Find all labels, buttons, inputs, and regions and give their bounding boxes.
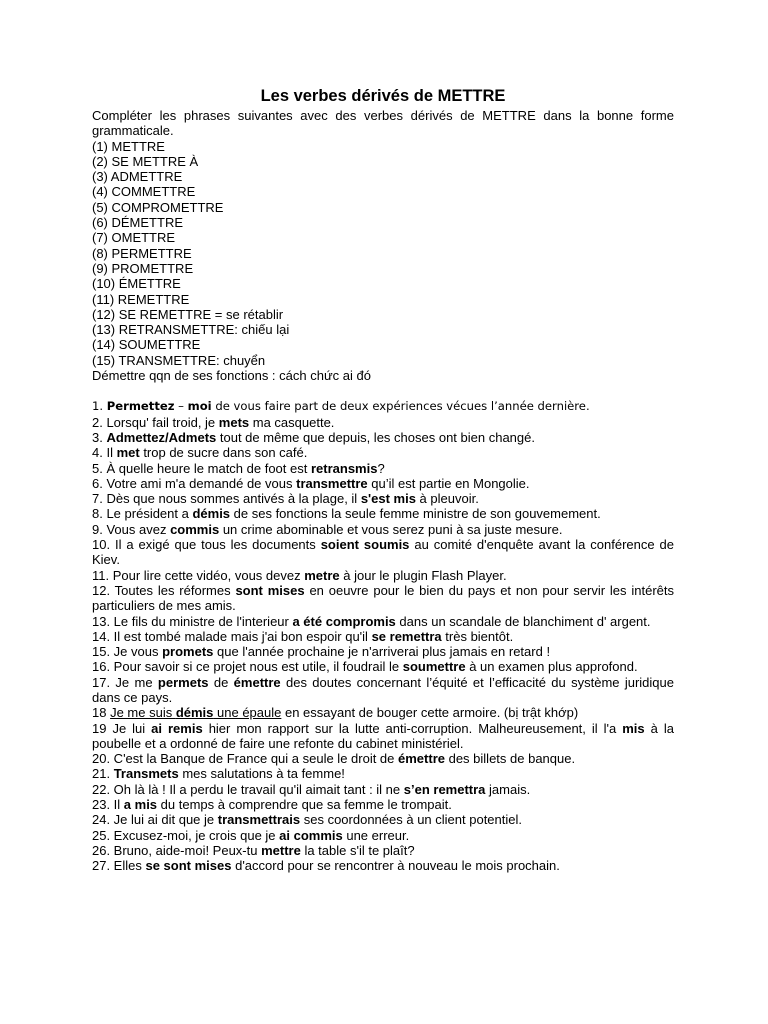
sentence-text: en oeuvre pour le bien du pays et non pour servir les intérêts particuliers de mes amis. (92, 582, 675, 614)
answer-text: s'est mis (360, 491, 416, 507)
answer-text: commis (170, 521, 220, 537)
answer-text: mis (622, 720, 645, 736)
sentence-text: mes salutations à ta femme! (178, 766, 345, 782)
exercise-sentence (92, 858, 674, 873)
verb-list-item: (7) OMETTRE (92, 230, 176, 246)
exercise-sentence (92, 445, 674, 460)
sentence-text: 1. (92, 399, 107, 414)
sentence-text: 15. Je vous (92, 644, 163, 660)
sentence-text: à pleuvoir. (415, 491, 479, 507)
exercise-sentence (92, 629, 674, 644)
sentence-text: très bientôt. (441, 628, 514, 644)
verb-list-item: (5) COMPROMETTRE (92, 199, 224, 215)
sentence-text: 2. Lorsqu' fail troid, je (92, 414, 219, 430)
sentence-text: à jour le plugin Flash Player. (339, 567, 507, 583)
answer-text: émettre (233, 674, 281, 690)
sentence-text: – (174, 399, 188, 414)
sentence-text: 4. Il (92, 445, 117, 461)
verb-list-item: (14) SOUMETTRE (92, 337, 201, 353)
sentence-text: ? (377, 460, 385, 476)
exercise-sentence (92, 644, 674, 659)
note-line: Démettre qqn de ses fonctions : cách chức ai đó (92, 368, 371, 384)
sentence-text: 13. Le fils du ministre de l'interieur (92, 613, 293, 629)
sentence-text: 5. À quelle heure le match de foot est (92, 460, 311, 476)
sentence-text: 23. Il (92, 797, 124, 813)
sentence-text: que l'année prochaine je n'arriverai plus jamais en retard ! (213, 644, 551, 660)
sentence-text: 21. (92, 766, 114, 782)
sentence-text: un crime abominable et vous serez puni à sa juste mesure. (219, 521, 563, 537)
sentence-text: de vous faire part de deux expériences vécues l’année dernière. (211, 399, 590, 414)
exercise-sentence (92, 506, 674, 521)
sentence-text: qu’il est partie en Mongolie. (367, 475, 530, 491)
verb-list (92, 139, 674, 368)
answer-text: metre (304, 567, 340, 583)
sentence-text: à la poubelle et a ordonné de faire une refonte du cabinet ministériel. (92, 720, 674, 751)
sentence-text: 24. Je lui ai dit que je (92, 812, 218, 828)
answer-text: moi (187, 399, 212, 414)
sentence-text: 16. Pour savoir si ce projet nous est utile, il foudrail le (92, 659, 403, 675)
exercise-sentence (92, 461, 674, 476)
answer-text: mettre (261, 842, 301, 858)
sentence-text: 10. Il a exigé que tous les documents (92, 537, 321, 553)
exercise-sentence (92, 751, 674, 766)
sentence-text: 12. Toutes les réformes (92, 582, 236, 598)
verb-list-item: (2) SE METTRE À (92, 153, 199, 169)
exercise-sentence (92, 583, 674, 614)
answer-text: se remettra (371, 628, 442, 644)
verb-list-item: (13) RETRANSMETTRE: chiếu lại (92, 322, 290, 338)
sentence-text: d'accord pour se rencontrer à nouveau le mois prochain. (231, 858, 560, 874)
sentence-text: 18 (92, 705, 111, 721)
exercise-list (92, 399, 674, 873)
answer-text: a été compromis (292, 613, 396, 629)
exercise-sentence (92, 614, 674, 629)
sentence-text: tout de même que depuis, les choses ont bien changé. (216, 429, 535, 445)
sentence-text: à un examen plus approfond. (465, 659, 638, 675)
sentence-text: 17. Je me (92, 674, 158, 690)
spacer (92, 383, 674, 399)
exercise-sentence (92, 721, 674, 752)
sentence-text: 26. Bruno, aide-moi! Peux-tu (92, 842, 262, 858)
sentence-text: dans un scandale de blanchiment d' argent. (395, 613, 651, 629)
sentence-text: du temps à comprendre que sa femme le trompait. (157, 797, 452, 813)
verb-list-item: (4) COMMETTRE (92, 184, 196, 200)
exercise-sentence (92, 843, 674, 858)
page-title: Les verbes dérivés de METTRE (260, 87, 506, 105)
sentence-text: 20. C'est la Banque de France qui a seule le droit de (92, 751, 399, 767)
sentence-text: ses coordonnées à un client potentiel. (300, 812, 522, 828)
answer-text: démis (175, 705, 214, 721)
answer-text: démis (192, 506, 231, 522)
exercise-sentence (92, 399, 674, 414)
verb-list-item: (15) TRANSMETTRE: chuyển (92, 352, 266, 368)
answer-text: Permettez (106, 399, 175, 414)
answer-text: retransmis (310, 460, 378, 476)
answer-text: Admettez/Admets (106, 429, 217, 445)
exercise-sentence (92, 812, 674, 827)
verb-list-item: (12) SE REMETTRE = se rétablir (92, 306, 284, 322)
verb-list-item: (10) ÉMETTRE (92, 276, 181, 292)
answer-text: promets (162, 644, 214, 660)
instructions: Compléter les phrases suivantes avec des verbes dérivés de METTRE dans la bonne forme grammaticale. (92, 108, 674, 139)
verb-list-item: (1) METTRE (92, 138, 165, 154)
answer-text: sont mises (235, 582, 305, 598)
sentence-text: au comité d'enquête avant la conférence de Kiev. (92, 537, 674, 568)
answer-text: Transmets (113, 766, 179, 782)
sentence-text: 11. Pour lire cette vidéo, vous devez (92, 567, 305, 583)
answer-text: transmettre (296, 475, 368, 491)
answer-text: se sont mises (145, 858, 232, 874)
exercise-sentence (92, 430, 674, 445)
verb-list-item: (9) PROMETTRE (92, 260, 194, 276)
sentence-text: la table s'il te plaît? (300, 842, 415, 858)
sentence-text: des doutes concernant l’équité et l’efficacité du système juridique dans ce pays. (92, 674, 674, 705)
sentence-text: de ses fonctions la seule femme ministre de son gouvemement. (230, 506, 601, 522)
exercise-sentence (92, 476, 674, 491)
answer-text: soumettre (402, 659, 466, 675)
sentence-text: 7. Dès que nous sommes antivés à la plage, il (92, 491, 361, 507)
exercise-sentence (92, 491, 674, 506)
answer-text: met (116, 445, 140, 461)
verb-list-item: (8) PERMETTRE (92, 245, 192, 261)
sentence-text: de (208, 674, 234, 690)
exercise-sentence (92, 782, 674, 797)
exercise-sentence (92, 828, 674, 843)
sentence-text: des billets de banque. (444, 751, 576, 767)
verb-list-item: (6) DÉMETTRE (92, 215, 183, 231)
answer-text: a mis (123, 797, 158, 813)
sentence-text: 8. Le président a (92, 506, 193, 522)
sentence-text: 27. Elles (92, 858, 146, 874)
sentence-text: une erreur. (342, 827, 410, 843)
sentence-text: hier mon rapport sur la lutte anti-corruption. Malheureusement, il l'a (202, 720, 623, 736)
sentence-text: 9. Vous avez (92, 521, 171, 537)
sentence-text: jamais. (485, 781, 531, 797)
sentence-text: une épaule (213, 705, 282, 721)
sentence-text: 25. Excusez-moi, je crois que je (92, 827, 280, 843)
exercise-sentence (92, 705, 674, 720)
answer-text: soient soumis (320, 537, 410, 553)
verb-list-item: (3) ADMETTRE (92, 169, 183, 185)
answer-text: permets (157, 674, 209, 690)
sentence-text: 6. Votre ami m'a demandé de vous (92, 475, 297, 491)
answer-text: s’en remettra (403, 781, 486, 797)
sentence-text: 19 Je lui (92, 720, 152, 736)
answer-text: ai remis (151, 720, 203, 736)
exercise-sentence (92, 675, 674, 706)
answer-text: ai commis (279, 827, 343, 843)
sentence-text: 14. Il est tombé malade mais j'ai bon espoir qu'il (92, 628, 372, 644)
answer-text: transmettrais (217, 812, 301, 828)
sentence-text: en essayant de bouger cette armoire. (bị trật khớp) (281, 705, 579, 721)
sentence-text: Je me suis (110, 705, 176, 721)
sentence-text: trop de sucre dans son café. (139, 445, 308, 461)
exercise-sentence (92, 537, 674, 568)
sentence-text: 22. Oh là là ! Il a perdu le travail qu'il aimait tant : il ne (92, 781, 404, 797)
exercise-sentence (92, 797, 674, 812)
exercise-sentence (92, 522, 674, 537)
verb-list-item: (11) REMETTRE (92, 291, 190, 307)
sentence-text: ma casquette. (249, 414, 335, 430)
exercise-sentence (92, 766, 674, 781)
answer-text: émettre (398, 751, 445, 767)
exercise-sentence (92, 568, 674, 583)
answer-text: mets (218, 414, 250, 430)
document-page (92, 86, 674, 874)
exercise-sentence (92, 659, 674, 674)
sentence-text: 3. (92, 429, 107, 445)
exercise-sentence (92, 415, 674, 430)
